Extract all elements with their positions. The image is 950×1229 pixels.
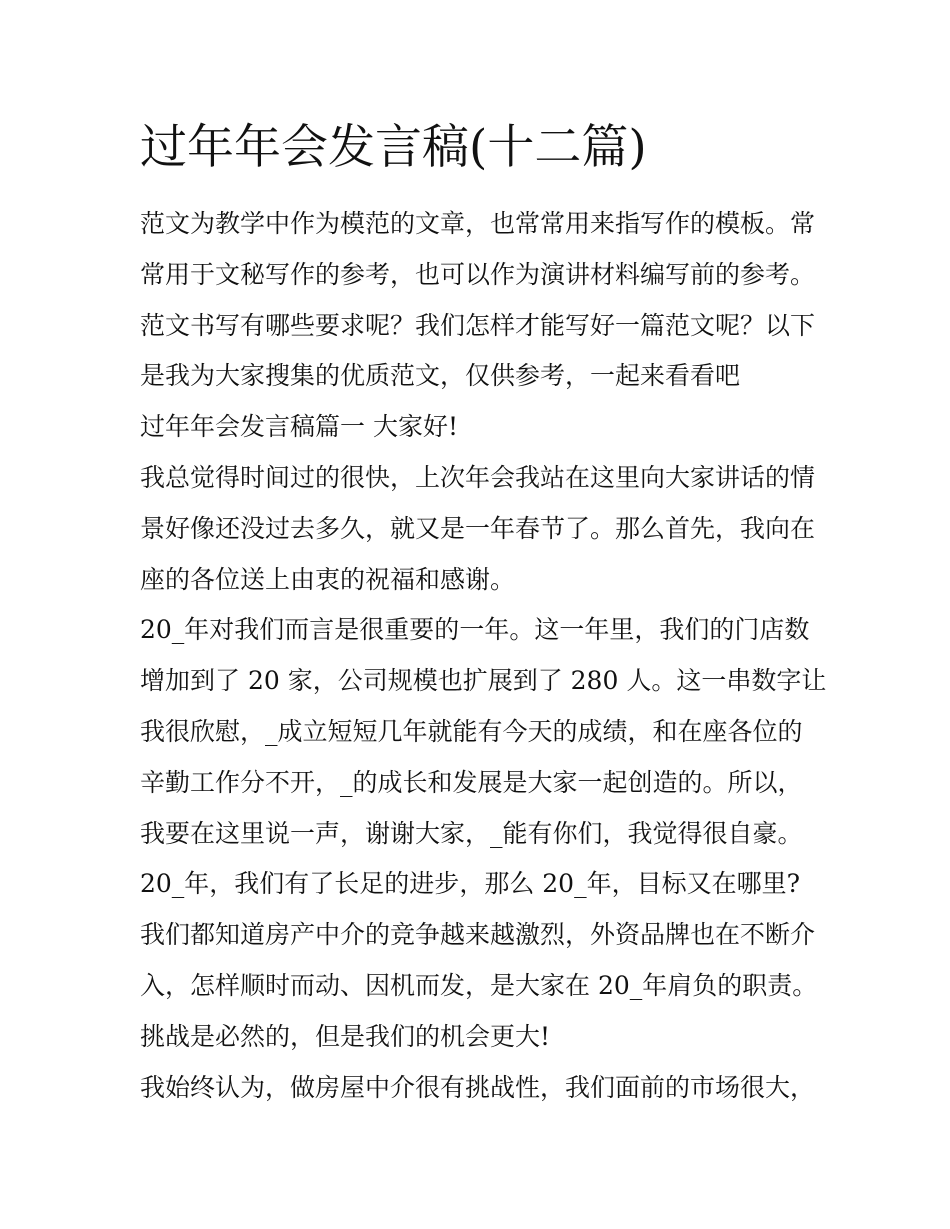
document-body xyxy=(140,203,827,1117)
text-line: 范文书写有哪些要求呢？我们怎样才能写好一篇范文呢？以下 xyxy=(140,310,816,340)
text-line: 我要在这里说一声，谢谢大家，_能有你们，我觉得很自豪。 xyxy=(140,818,803,848)
section-heading-line: 过年年会发言稿篇一 大家好! xyxy=(140,412,458,442)
document-title: 过年年会发言稿(十二篇) xyxy=(140,120,647,175)
text-line: 增加到了 20 家，公司规模也扩展到了 280 人。这一串数字让 xyxy=(140,666,827,696)
text-line: 20_年对我们而言是很重要的一年。这一年里，我们的门店数 xyxy=(140,615,810,645)
text-line: 景好像还没过去多久，就又是一年春节了。那么首先，我向在 xyxy=(140,513,816,543)
text-line: 是我为大家搜集的优质范文，仅供参考，一起来看看吧 xyxy=(140,361,741,391)
text-line: 座的各位送上由衷的祝福和感谢。 xyxy=(140,564,516,594)
text-line: 辛勤工作分不开，_的成长和发展是大家一起创造的。所以， xyxy=(140,767,803,797)
text-line: 我很欣慰，_成立短短几年就能有今天的成绩，和在座各位的 xyxy=(140,716,803,746)
text-line: 我始终认为，做房屋中介很有挑战性，我们面前的市场很大， xyxy=(140,1072,816,1102)
text-line: 我们都知道房产中介的竞争越来越激烈，外资品牌也在不断介 xyxy=(140,920,816,950)
text-line: 20_年，我们有了长足的进步，那么 20_年，目标又在哪里? xyxy=(140,869,800,899)
text-line: 范文为教学中作为模范的文章，也常常用来指写作的模板。常 xyxy=(140,209,816,238)
text-line: 常用于文秘写作的参考，也可以作为演讲材料编写前的参考。 xyxy=(140,259,816,289)
text-line: 挑战是必然的，但是我们的机会更大! xyxy=(140,1021,551,1051)
text-line: 入，怎样顺时而动、因机而发，是大家在 20_年肩负的职责。 xyxy=(140,970,818,1000)
text-line: 我总觉得时间过的很快，上次年会我站在这里向大家讲话的情 xyxy=(140,462,816,492)
